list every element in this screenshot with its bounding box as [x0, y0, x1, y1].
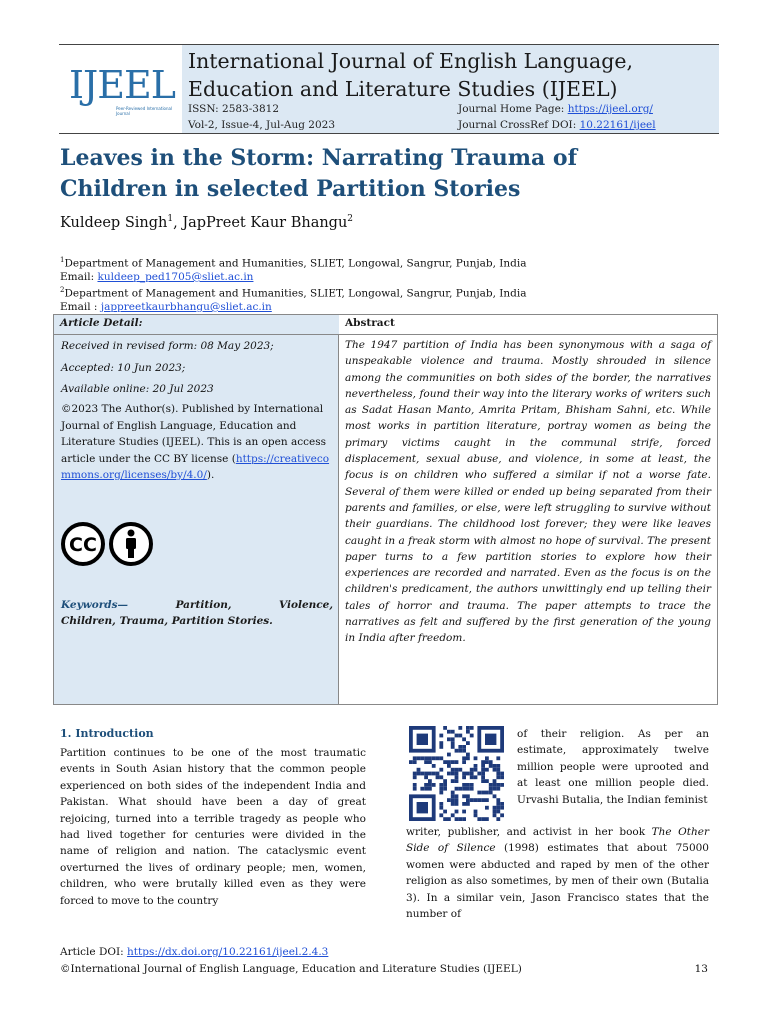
keywords: [61, 597, 333, 629]
affiliation-2-sup: 2: [60, 286, 65, 294]
homepage-label: Journal Home Page:: [458, 103, 565, 115]
paper-title-line2: Children in selected Partition Stories: [60, 176, 521, 202]
copyright-text: ©2023 The Author(s). Published by International Journal of English Language, Education and Literature Studies (IJEEL). This is an open access article under the CC BY license (: [61, 403, 326, 465]
crossref-link[interactable]: 10.22161/ijeel: [579, 119, 656, 131]
author-1: Kuldeep Singh: [60, 214, 168, 231]
affiliation-1-sup: 1: [60, 256, 65, 264]
journal-title-line1: International Journal of English Language,: [188, 49, 634, 73]
page-footer: [60, 963, 708, 975]
abstract-text: The 1947 partition of India has been synonymous with a saga of unspeakable violence and trauma. Mostly shrouded in silence among the communities on both sides of the border, the narratives nevertheless, found their way into the literary works of writers such as Sadat Hasan Manto, Amrita Pritam, Bhisham Sahni, etc. While most works in partition literature, portray women as being the primary victims caught in the communal strife, forced displacement, sexual abuse, and violence, in some at least, the focus is on children who suffered a similar if not a worse fate. Several of them were killed or ended up being separated from their parents and families, or else, were left struggling to survive without their guardians. The childhood lost forever; they were like leaves caught in a freak storm with almost no hope of survival. The present paper turns to a few partition stories to explore how their experiences are recorded and narrated. Even as the focus is on the children's predicament, the authors unwittingly end up telling their tales of horror and trauma. The paper attempts to trace the narratives as felt and suffered by the first generation of the young in India after freedom.: [345, 339, 711, 645]
affiliation-1: [60, 256, 527, 270]
author-2: JapPreet Kaur Bhangu: [182, 214, 348, 231]
keywords-label: Keywords—: [61, 599, 129, 611]
license-link[interactable]: https://creativecommons.org/licenses/by/4.0/: [61, 452, 330, 481]
cc-by-badge[interactable]: [61, 521, 171, 567]
introduction-heading: 1. Introduction: [60, 727, 154, 740]
journal-header: [59, 44, 719, 134]
article-detail-heading: Article Detail:: [54, 315, 339, 335]
email-2: [60, 301, 272, 313]
introduction-column-2-top: of their religion. As per an estimate, approximately twelve million people were uprooted and at least one million people died. Urvashi Butalia, the Indian feminist: [517, 728, 709, 806]
affiliation-2-text: Department of Management and Humanities, SLIET, Longowal, Sangrur, Punjab, India: [64, 287, 527, 300]
introduction-column-1: Partition continues to be one of the most traumatic events in South Asian history that the common people experienced on both sides of the independent India and Pakistan. What should have been a day of great rejoicing, turned into a terrible tragedy as people who had lived together for centuries were divided in the name of religion and nation. The cataclysmic event overturned the lives of ordinary people; men, women, children, who were brutally killed even as they were forced to move to the country: [60, 747, 366, 907]
paper-title: [60, 143, 720, 205]
copyright-notice: [61, 401, 333, 484]
email-1: [60, 271, 253, 283]
doi-link[interactable]: https://dx.doi.org/10.22161/ijeel.2.4.3: [127, 946, 329, 958]
abstract-heading: Abstract: [339, 315, 717, 335]
doi-label: Article DOI:: [60, 946, 128, 958]
page-number: 13: [694, 963, 708, 975]
homepage-link[interactable]: https://ijeel.org/: [567, 103, 653, 115]
article-doi: [60, 946, 328, 958]
homepage-line: [458, 103, 653, 115]
author-1-sup: 1: [167, 214, 174, 224]
keywords-line2: Children, Trauma, Partition Stories.: [61, 615, 273, 627]
journal-logo: [59, 45, 182, 133]
online-date: Available online: 20 Jul 2023: [61, 383, 214, 395]
issn: ISSN: 2583-3812: [188, 103, 280, 115]
cc-by-icon: [61, 521, 171, 567]
article-detail-panel: [54, 315, 339, 704]
article-box: [53, 314, 718, 705]
authors: [60, 214, 353, 231]
affiliation-1-text: Department of Management and Humanities, SLIET, Longowal, Sangrur, Punjab, India: [64, 257, 527, 270]
logo-subtext: Peer-Reviewed International Journal: [116, 106, 173, 116]
qr-code-icon[interactable]: [405, 725, 509, 821]
crossref-label: Journal CrossRef DOI:: [458, 119, 577, 131]
email-2-link[interactable]: jappreetkaurbhangu@sliet.ac.in: [100, 301, 272, 313]
book-title: The Other Side of Silence: [406, 826, 710, 855]
email-1-link[interactable]: kuldeep_ped1705@sliet.ac.in: [97, 271, 254, 283]
abstract-panel: [339, 315, 717, 704]
author-separator: ,: [173, 214, 183, 231]
copyright-end: ).: [206, 469, 215, 481]
email-2-label: Email :: [60, 301, 101, 313]
paper-title-line1: Leaves in the Storm: Narrating Trauma of: [60, 145, 578, 171]
journal-title: [188, 47, 719, 103]
received-date: Received in revised form: 08 May 2023;: [61, 340, 274, 352]
intro-text-post: (1998) estimates that about 75000 women were abducted and raped by men of the other religion as also sometimes, by men of their own (Butalia 3). In a similar vein, Jason Francisco states that the number of: [406, 842, 709, 921]
author-2-sup: 2: [347, 214, 354, 224]
cc-label: CC: [69, 534, 97, 556]
affiliation-2: [60, 286, 527, 300]
accepted-date: Accepted: 10 Jun 2023;: [61, 362, 186, 374]
introduction-column-2-bottom: [406, 824, 709, 922]
volume-issue: Vol-2, Issue-4, Jul-Aug 2023: [188, 119, 336, 131]
crossref-line: [458, 119, 656, 131]
email-1-label: Email:: [60, 271, 98, 283]
journal-info: [182, 45, 719, 133]
logo-text: IJEEL: [69, 63, 175, 107]
keywords-line1: Partition, Violence,: [175, 599, 334, 611]
footer-journal: ©International Journal of English Language, Education and Literature Studies (IJEEL): [60, 963, 522, 975]
intro-text-pre: writer, publisher, and activist in her book: [406, 826, 652, 838]
journal-title-line2: Education and Literature Studies (IJEEL): [188, 77, 618, 101]
